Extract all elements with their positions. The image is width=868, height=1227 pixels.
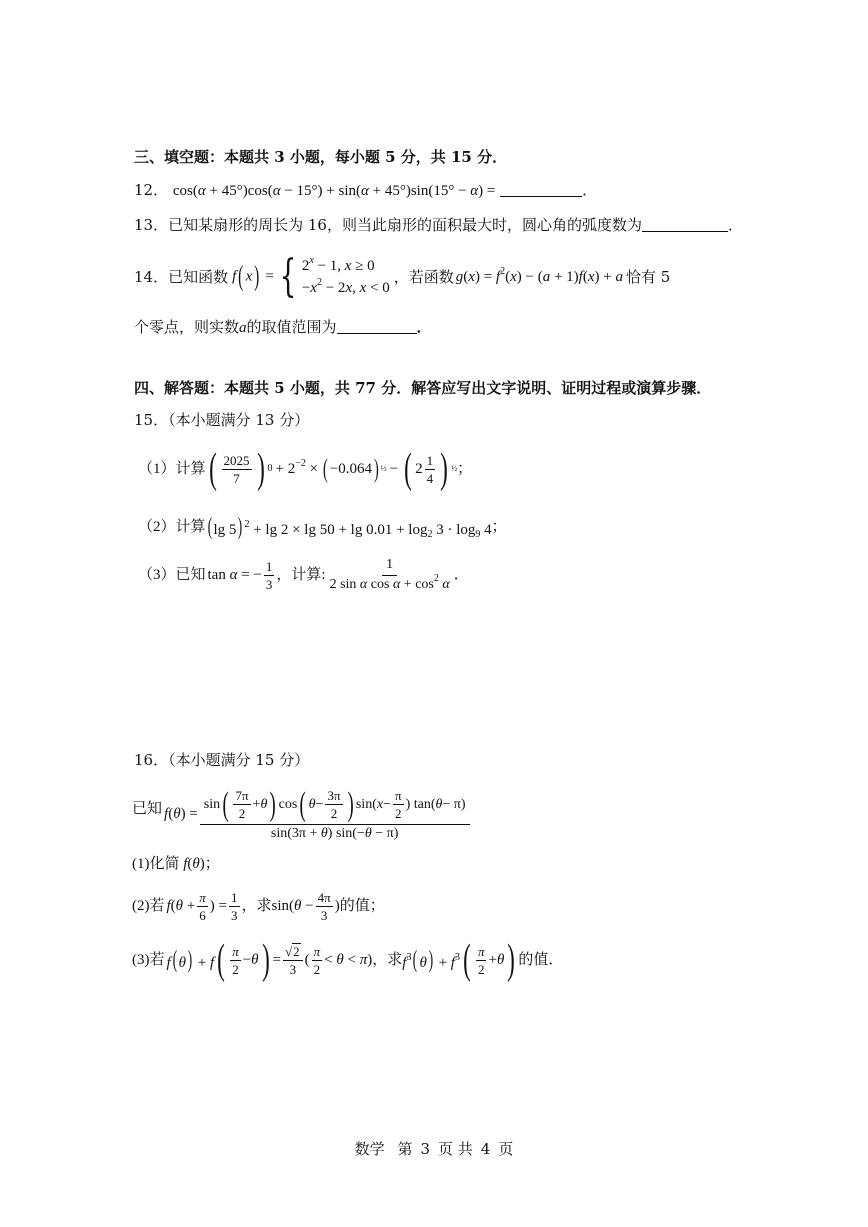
question-12-number: 12． [134, 181, 169, 199]
answer-blank[interactable] [337, 321, 417, 334]
question-12 [134, 183, 597, 199]
variable-a: a [239, 320, 247, 336]
part-2-expression: ( lg 5) $^2 + \lg 2 \times \lg 50 + \lg 0.01 + \log_2 3 \cdot \log_9 4$ [207, 514, 492, 540]
case-1: $2^x - 1$, x ≥ 0 [301, 255, 375, 274]
question-16-title: 16．（本小题满分 15 分） [134, 751, 310, 769]
question-16-definition: 已知 f(θ) = sin ( $\frac{7\pi}{2}$ + θ ) cos ( θ − $\frac{3\pi}{2}$ ) sin( x − $\frac{\pi}{2}$ ) tan( θ − π) sin(3π + θ) sin(−θ − π) [132, 780, 472, 848]
cases-brace: { [279, 251, 297, 302]
question-14-number: 14． [134, 267, 169, 286]
paren-fraction: ( $\frac{2025}{7}$ ) [208, 446, 265, 492]
question-14 [134, 252, 670, 302]
part-2-end: 的值； [339, 897, 385, 914]
question-13 [134, 218, 743, 233]
footer-page-mid: 页 共 [438, 1140, 473, 1158]
footer-page-suffix: 页 [498, 1140, 514, 1158]
question-16-part-1: (1)化简 f(θ)； [132, 856, 220, 872]
definition-fraction: sin ( $\frac{7\pi}{2}$ + θ ) cos ( θ − $\frac{3\pi}{2}$ ) sin( x − $\frac{\pi}{2}$ ) tan( θ − π) sin(3π + θ) sin(−θ − π) [200, 788, 470, 841]
paren-mixed-number: ( 2 $\frac{1}{4}$ ) [404, 446, 448, 492]
part-2-label: （2）计算 [138, 518, 206, 535]
question-14-middle: ，若函数 [393, 267, 454, 286]
part-1-text: (1)化简 [132, 856, 180, 872]
section-4-heading: 四、解答题：本题共 5 小题，共 77 分．解答应写出文字说明、证明过程或演算步骤． [134, 379, 712, 397]
part-2-label: (2)若 [132, 897, 165, 914]
part-3-end: ． [453, 566, 469, 583]
question-14-end: ． [416, 318, 432, 336]
part-3-end: 的值． [518, 951, 564, 968]
part-3-fraction: $\frac{1}{2 \sin \alpha \cos \alpha + \cos^2 \alpha}$ [329, 557, 450, 592]
question-13-end: ． [727, 216, 743, 234]
question-15-part-2 [138, 515, 507, 539]
part-3-label: (3)若 [132, 951, 165, 968]
section-3-heading: 三、填空题：本题共 3 小题，每小题 5 分，共 15 分． [134, 148, 508, 166]
part-1-label: （1）计算 [138, 460, 206, 477]
question-14-line-2 [134, 320, 432, 336]
case-2: $-x^2 - 2x$, x < 0 [301, 277, 390, 296]
question-14-line2b: 的取值范围为 [246, 318, 337, 336]
question-14-prefix: 已知函数 [168, 267, 229, 286]
question-12-end: ． [582, 181, 598, 199]
part-2-end: ； [491, 518, 507, 535]
footer-total-pages: 4 [480, 1140, 491, 1158]
question-15-part-1: （1）计算 ( $\frac{2025}{7}$ ) 0 + $2^{-2}$ × ( −0.064 ) ⅓ − ( 2 $\frac{1}{4}$ ) ½ ； [138, 446, 473, 492]
part-1-end: ； [204, 856, 220, 872]
question-14-suffix: 恰有 5 [625, 267, 671, 286]
footer-page-prefix: 第 [397, 1140, 413, 1158]
question-12-expression: cos(α + 45°)cos(α − 15°) + sin(α + 45°)sin(15° − α) = [172, 183, 496, 199]
question-16-part-2: (2)若 f(θ + $\frac{\pi}{6}$ ) = $\frac{1}{3}$ ，求 sin(θ − $\frac{4\pi}{3}$ ) 的值； [132, 889, 385, 923]
page-footer [0, 1138, 868, 1159]
intro-label: 已知 [132, 801, 163, 817]
piecewise-cases [302, 255, 390, 299]
part-3-mid: ，求 [372, 951, 403, 968]
question-13-text: 已知某扇形的周长为 16，则当此扇形的面积最大时，圆心角的弧度数为 [168, 216, 642, 234]
part-1-end: ； [457, 460, 473, 477]
footer-page-number: 3 [420, 1140, 430, 1158]
function-g-expression: $g(x) = f^2(x) - (a + 1)f(x) + a$ [455, 265, 623, 285]
question-14-line2: 个零点，则实数 [134, 318, 240, 336]
question-16-part-3: (3)若 f( θ) + f ( $\frac{\pi}{2}$ − θ ) = $\frac{√2}{3}$ ( $\frac{\pi}{2}$ < θ < π) ，求 $f^3$( $\theta) + f^3$ ( $\frac{\pi}{2}$ + θ ) 的值． [132, 937, 564, 983]
question-13-number: 13． [134, 216, 169, 234]
question-15-part-3: （3）已知 tan α = − $\frac{1}{3}$ ，计算: $\frac{1}{2 \sin \alpha \cos \alpha + \cos^2 \alpha}$ ． [138, 557, 469, 592]
part-3-mid: ，计算: [276, 566, 326, 583]
answer-blank[interactable] [642, 219, 728, 232]
footer-subject: 数学 [354, 1140, 385, 1158]
part-3-label: （3）已知 [138, 566, 206, 583]
function-f-label: f ( x ) = [232, 261, 274, 292]
answer-blank[interactable] [500, 184, 582, 197]
question-15-title: 15．（本小题满分 13 分） [134, 411, 310, 429]
part-2-mid: ，求 [241, 897, 272, 914]
